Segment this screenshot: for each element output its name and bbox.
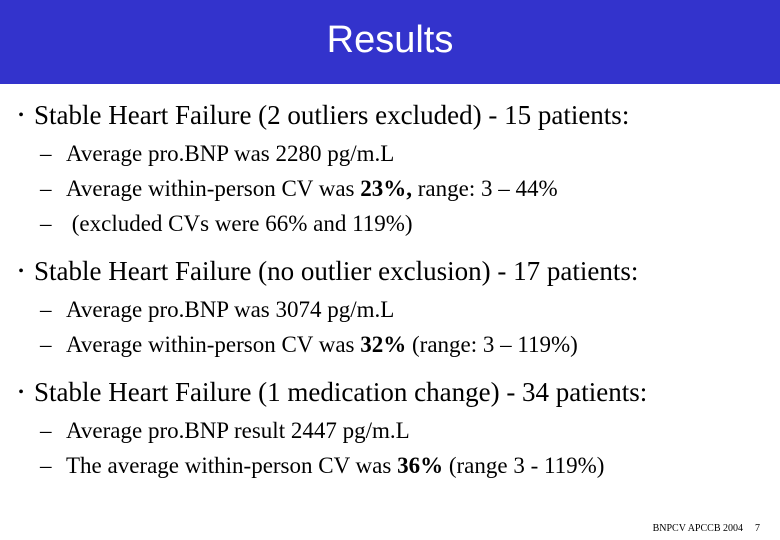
sub-item-text: The average within-person CV was [66, 453, 398, 478]
sub-item-text: Average pro.BNP was 2280 pg/m.L [66, 141, 395, 166]
section-heading: Stable Heart Failure (no outlier exclusion) - 17 patients: [34, 256, 639, 286]
bullet-icon: • [18, 263, 24, 280]
sub-item-text-tail: range: 3 – 44% [412, 176, 558, 201]
slide-title: Results [326, 18, 454, 61]
sub-item-value: 32% [360, 332, 407, 357]
section-heading: Stable Heart Failure (2 outliers excluded) - 15 patients: [34, 100, 630, 130]
dash-icon: – [40, 211, 52, 236]
bullet-icon: • [18, 384, 24, 401]
dash-icon: – [40, 332, 52, 357]
footer-source: BNPCV APCCB 2004 [652, 523, 743, 534]
sub-item [40, 417, 410, 445]
bullet-section-2 [8, 255, 638, 288]
section-heading: Stable Heart Failure (1 medication change) - 34 patients: [34, 377, 648, 407]
slide-footer [653, 523, 760, 534]
dash-icon: – [40, 297, 52, 322]
title-bar [0, 0, 780, 84]
sub-item [40, 140, 394, 168]
page-number: 7 [755, 523, 760, 534]
dash-icon: – [40, 176, 52, 201]
sub-item-text: (excluded CVs were 66% and 119%) [66, 211, 413, 236]
bullet-section-1 [8, 99, 629, 132]
sub-item-text-tail: (range 3 - 119%) [443, 453, 605, 478]
sub-item-text: Average pro.BNP was 3074 pg/m.L [66, 297, 395, 322]
sub-item-text-tail: (range: 3 – 119%) [406, 332, 578, 357]
sub-item [40, 331, 578, 359]
sub-item-value: 23%, [360, 176, 412, 201]
bullet-icon: • [18, 107, 24, 124]
dash-icon: – [40, 141, 52, 166]
sub-item-text: Average within-person CV was [66, 332, 361, 357]
sub-item [40, 175, 558, 203]
dash-icon: – [40, 453, 52, 478]
bullet-section-3 [8, 376, 647, 409]
sub-item [40, 210, 413, 238]
sub-item-text: Average pro.BNP result 2447 pg/m.L [66, 418, 410, 443]
sub-item-text: Average within-person CV was [66, 176, 361, 201]
sub-item [40, 452, 604, 480]
sub-item-value: 36% [397, 453, 444, 478]
sub-item [40, 296, 394, 324]
dash-icon: – [40, 418, 52, 443]
